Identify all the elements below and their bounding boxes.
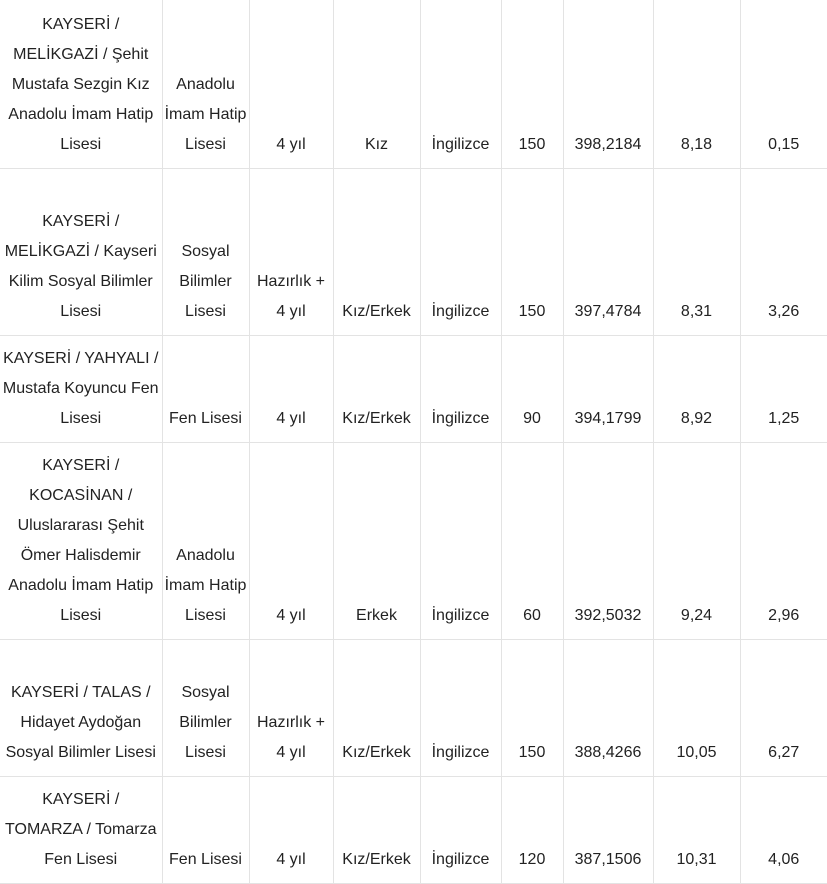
extra-cell [740, 168, 827, 335]
duration-cell [249, 442, 333, 639]
school-type-cell [162, 442, 249, 639]
extra-value: 2,96 [768, 606, 800, 624]
score-cell [563, 168, 653, 335]
school-type: Sosyal Bilimler Lisesi [179, 683, 232, 761]
school-name: KAYSERİ / MELİKGAZİ / Şehit Mustafa Sezgin Kız Anadolu İmam Hatip Lisesi [8, 15, 154, 153]
score: 398,2184 [574, 135, 642, 153]
percentile-cell [653, 335, 740, 442]
school-name: KAYSERİ / TALAS / Hidayet Aydoğan Sosyal Bilimler Lisesi [5, 683, 156, 761]
percentile: 10,31 [676, 850, 717, 868]
quota-cell [501, 168, 563, 335]
school-name-cell [0, 639, 162, 776]
table-row [0, 776, 827, 883]
language: İngilizce [431, 135, 490, 153]
gender: Kız/Erkek [342, 850, 411, 868]
score: 394,1799 [574, 409, 642, 427]
duration-cell [249, 776, 333, 883]
gender: Erkek [356, 606, 397, 624]
school-type-cell [162, 0, 249, 168]
duration: 4 yıl [276, 850, 306, 868]
percentile-cell [653, 0, 740, 168]
percentile: 8,92 [680, 409, 713, 427]
quota-cell [501, 335, 563, 442]
duration: Hazırlık + 4 yıl [256, 713, 325, 761]
score-cell [563, 442, 653, 639]
school-name: KAYSERİ / TOMARZA / Tomarza Fen Lisesi [5, 790, 157, 868]
quota: 120 [518, 850, 546, 868]
gender: Kız/Erkek [342, 743, 411, 761]
school-name: KAYSERİ / MELİKGAZİ / Kayseri Kilim Sosyal Bilimler Lisesi [4, 212, 157, 320]
percentile-cell [653, 168, 740, 335]
duration-cell [249, 0, 333, 168]
school-name-cell [0, 442, 162, 639]
percentile-cell [653, 442, 740, 639]
duration: Hazırlık + 4 yıl [256, 272, 325, 320]
table-row [0, 335, 827, 442]
extra-cell [740, 442, 827, 639]
school-name-cell [0, 776, 162, 883]
percentile: 8,18 [680, 135, 713, 153]
school-type: Fen Lisesi [169, 409, 242, 427]
duration: 4 yıl [276, 606, 306, 624]
school-type-cell [162, 776, 249, 883]
percentile-cell [653, 639, 740, 776]
extra-value: 3,26 [768, 302, 800, 320]
percentile-cell [653, 776, 740, 883]
score-cell [563, 776, 653, 883]
language-cell [420, 776, 501, 883]
quota: 60 [523, 606, 541, 624]
quota: 90 [523, 409, 541, 427]
gender-cell [333, 0, 420, 168]
extra-cell [740, 335, 827, 442]
duration-cell [249, 335, 333, 442]
score: 397,4784 [574, 302, 642, 320]
school-name-cell [0, 335, 162, 442]
quota-cell [501, 639, 563, 776]
gender: Kız/Erkek [342, 302, 411, 320]
table-row [0, 442, 827, 639]
score: 392,5032 [574, 606, 642, 624]
extra-value: 6,27 [768, 743, 800, 761]
extra-value: 0,15 [768, 135, 800, 153]
language: İngilizce [431, 409, 490, 427]
quota: 150 [518, 302, 546, 320]
extra-cell [740, 776, 827, 883]
gender-cell [333, 776, 420, 883]
quota: 150 [518, 135, 546, 153]
school-name-cell [0, 168, 162, 335]
extra-value: 1,25 [768, 409, 800, 427]
extra-cell [740, 639, 827, 776]
quota-cell [501, 776, 563, 883]
school-name: KAYSERİ / YAHYALI / Mustafa Koyuncu Fen Lisesi [2, 349, 159, 427]
duration: 4 yıl [276, 409, 306, 427]
language-cell [420, 442, 501, 639]
language: İngilizce [431, 606, 490, 624]
gender-cell [333, 442, 420, 639]
percentile: 8,31 [680, 302, 713, 320]
score-cell [563, 335, 653, 442]
gender-cell [333, 335, 420, 442]
duration: 4 yıl [276, 135, 306, 153]
language-cell [420, 0, 501, 168]
percentile: 9,24 [680, 606, 713, 624]
table-row [0, 639, 827, 776]
quota-cell [501, 442, 563, 639]
school-type: Fen Lisesi [169, 850, 242, 868]
table-row [0, 168, 827, 335]
language: İngilizce [431, 743, 490, 761]
extra-value: 4,06 [768, 850, 800, 868]
gender: Kız [364, 135, 389, 153]
language-cell [420, 335, 501, 442]
school-type: Anadolu İmam Hatip Lisesi [164, 75, 247, 153]
school-name: KAYSERİ / KOCASİNAN / Uluslararası Şehit Ömer Halisdemir Anadolu İmam Hatip Lisesi [8, 456, 154, 624]
score-cell [563, 0, 653, 168]
school-type: Anadolu İmam Hatip Lisesi [164, 546, 247, 624]
score: 388,4266 [574, 743, 642, 761]
table-row [0, 0, 827, 168]
score-cell [563, 639, 653, 776]
school-type-cell [162, 168, 249, 335]
language-cell [420, 168, 501, 335]
language: İngilizce [431, 302, 490, 320]
school-name-cell [0, 0, 162, 168]
quota: 150 [518, 743, 546, 761]
language-cell [420, 639, 501, 776]
duration-cell [249, 639, 333, 776]
quota-cell [501, 0, 563, 168]
language: İngilizce [431, 850, 490, 868]
school-type-cell [162, 335, 249, 442]
score: 387,1506 [574, 850, 642, 868]
school-type-cell [162, 639, 249, 776]
gender: Kız/Erkek [342, 409, 411, 427]
gender-cell [333, 639, 420, 776]
gender-cell [333, 168, 420, 335]
school-type: Sosyal Bilimler Lisesi [179, 242, 232, 320]
extra-cell [740, 0, 827, 168]
percentile: 10,05 [676, 743, 717, 761]
duration-cell [249, 168, 333, 335]
